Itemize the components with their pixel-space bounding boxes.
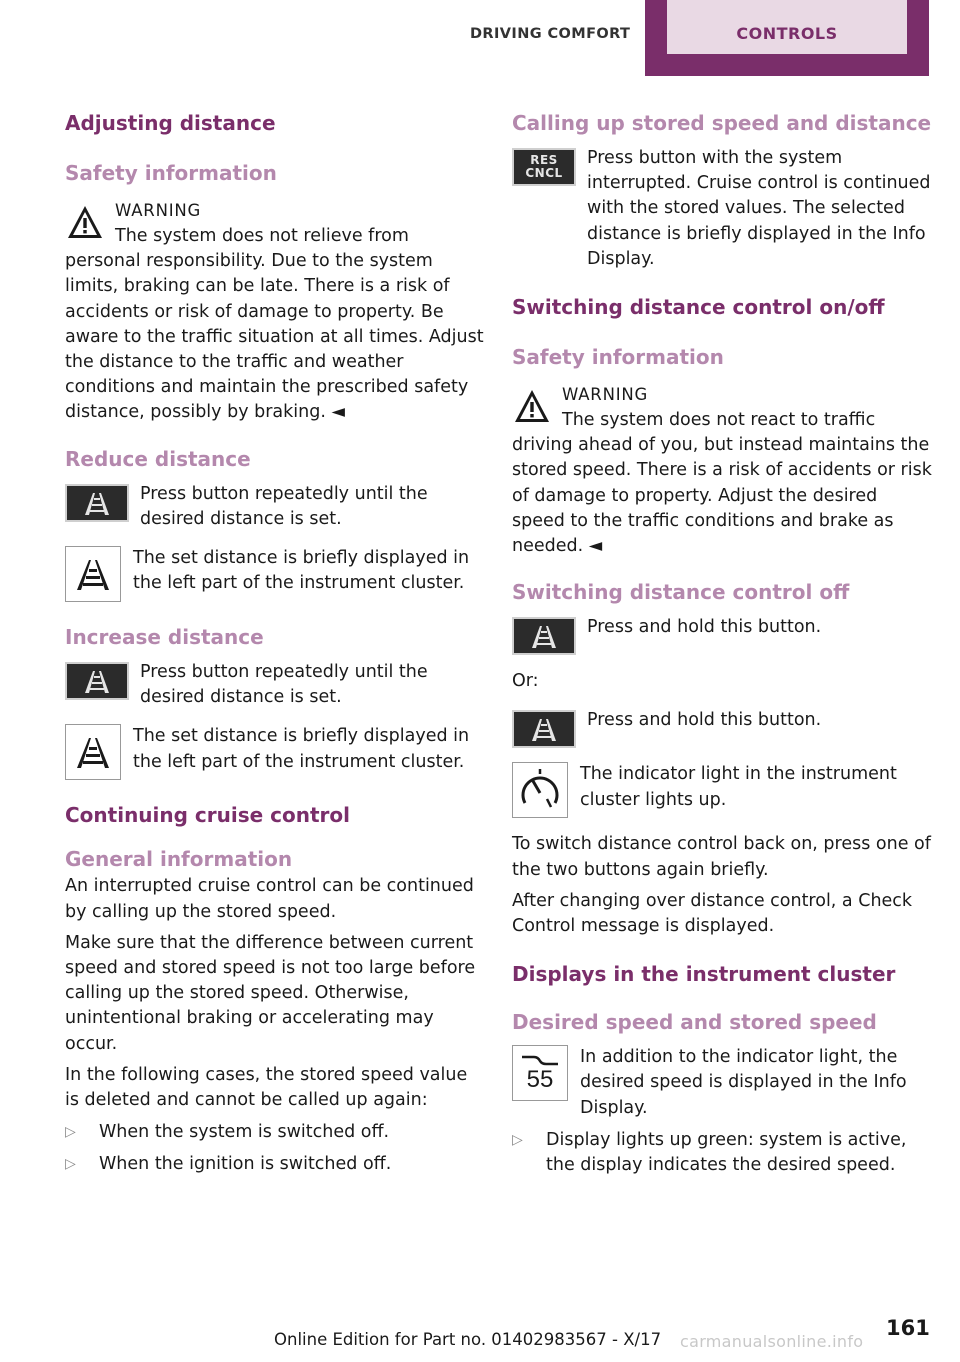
distance-control-icon bbox=[524, 621, 564, 651]
chapter-title: CONTROLS bbox=[736, 24, 838, 43]
calling-text: Press button with the system interrupted. Cruise control is continued with the stored values. The selected distance is briefly displayed in the Info Display. bbox=[587, 148, 931, 269]
distance-bars-icon bbox=[71, 552, 115, 596]
distance-button-image bbox=[512, 617, 576, 655]
heading-switching-off: Switching distance control off bbox=[512, 580, 850, 605]
warning-block-right bbox=[512, 380, 932, 559]
heading-adjusting-distance: Adjusting distance bbox=[65, 111, 276, 135]
distance-button-image bbox=[512, 710, 576, 748]
res-cncl-row bbox=[512, 146, 932, 272]
reduce-display-text: The set distance is briefly displayed in the left part of the instrument cluster. bbox=[133, 548, 470, 594]
desired-speed-value: 55 bbox=[526, 1066, 554, 1094]
warning-triangle-icon bbox=[512, 386, 552, 426]
increase-display-row bbox=[65, 724, 485, 780]
res-label: RES bbox=[530, 153, 558, 167]
back-on-text: To switch distance control back on, press one of the two buttons again briefly. bbox=[512, 834, 931, 880]
desired-speed-row bbox=[512, 1045, 932, 1121]
distance-button-image bbox=[65, 662, 129, 700]
header-section-title: DRIVING COMFORT bbox=[470, 26, 631, 42]
heading-safety-information-right: Safety information bbox=[512, 345, 724, 370]
right-column bbox=[512, 108, 932, 1178]
heading-desired-speed: Desired speed and stored speed bbox=[512, 1010, 877, 1035]
list-item-text: When the ignition is switched off. bbox=[99, 1154, 392, 1175]
warning-text: The system does not relieve from personal responsibility. Due to the system limits, braking can be late. There is a risk of accidents or risk of damage to property. Be aware to the traffic situation at all times. Adjust the distance to the traffic and weather conditions and maintain the prescribed safety distance, possibly by braking. ◄ bbox=[65, 226, 484, 423]
list-item bbox=[65, 1120, 485, 1145]
list-item bbox=[512, 1128, 932, 1178]
watermark: carmanualsonline.info bbox=[680, 1332, 864, 1351]
warning-text-right: The system does not react to traffic driving ahead of you, but instead maintains the stored speed. There is a risk of accidents or risk of damage to property. Adjust the desired speed to the traffic conditions and brake as needed. ◄ bbox=[512, 410, 932, 557]
hold-text-2: Press and hold this button. bbox=[587, 710, 822, 731]
warning-triangle-icon bbox=[65, 202, 105, 242]
heading-calling-up-stored-speed: Calling up stored speed and distance bbox=[512, 111, 932, 135]
reduce-press-text: Press button repeatedly until the desired distance is set. bbox=[140, 483, 428, 529]
cruise-indicator-image bbox=[512, 762, 568, 818]
display-states-list bbox=[512, 1128, 932, 1178]
heading-safety-information: Safety information bbox=[65, 161, 277, 185]
hold-row-1 bbox=[512, 615, 932, 655]
general-paragraph-2: Make sure that the difference between current speed and stored speed is not too large before calling up the stored speed. Otherwise, unintentional braking or accelerating may occur. bbox=[65, 932, 476, 1054]
list-item-text: Display lights up green: system is active, the display indicates the desired speed. bbox=[546, 1129, 907, 1176]
distance-control-icon bbox=[77, 488, 117, 518]
page-number: 161 bbox=[886, 1316, 930, 1340]
hold-text-1: Press and hold this button. bbox=[587, 617, 822, 638]
heading-general-information: General information bbox=[65, 847, 293, 872]
triangle-bullet-icon: ▷ bbox=[65, 1124, 76, 1141]
triangle-bullet-icon: ▷ bbox=[512, 1131, 523, 1148]
left-column bbox=[65, 108, 485, 1178]
list-item bbox=[65, 1152, 485, 1177]
warning-label: WARNING bbox=[562, 385, 649, 405]
distance-indicator-image bbox=[65, 546, 121, 602]
list-item-text: When the system is switched off. bbox=[99, 1122, 390, 1143]
cncl-label: CNCL bbox=[525, 166, 563, 180]
heading-increase-distance: Increase distance bbox=[65, 625, 264, 650]
indicator-text: The indicator light in the instrument cluster lights up. bbox=[580, 764, 897, 810]
desired-speed-image bbox=[512, 1045, 568, 1101]
reduce-display-row bbox=[65, 546, 485, 602]
hold-row-2 bbox=[512, 708, 932, 748]
triangle-bullet-icon: ▷ bbox=[65, 1156, 76, 1173]
distance-control-icon bbox=[524, 714, 564, 744]
res-cncl-button-image bbox=[512, 148, 576, 186]
or-text: Or: bbox=[512, 671, 539, 692]
general-paragraph-3: In the following cases, the stored speed value is deleted and cannot be called up again: bbox=[65, 1064, 468, 1111]
heading-switching-distance-control: Switching distance control on/off bbox=[512, 295, 885, 320]
increase-display-text: The set distance is briefly displayed in the left part of the instrument cluster. bbox=[133, 726, 470, 772]
reduce-distance-row bbox=[65, 482, 485, 532]
distance-control-icon bbox=[77, 666, 117, 696]
chapter-tab bbox=[645, 0, 929, 76]
general-paragraph-1: An interrupted cruise control can be continued by calling up the stored speed. bbox=[65, 876, 474, 922]
warning-block bbox=[65, 196, 485, 426]
stored-speed-deleted-list bbox=[65, 1120, 485, 1177]
heading-reduce-distance: Reduce distance bbox=[65, 446, 251, 471]
distance-indicator-image bbox=[65, 724, 121, 780]
check-control-text: After changing over distance control, a Check Control message is displayed. bbox=[512, 890, 913, 937]
indicator-row bbox=[512, 762, 932, 818]
edition-footer: Online Edition for Part no. 01402983567 - X/17 bbox=[274, 1330, 662, 1349]
increase-press-text: Press button repeatedly until the desired distance is set. bbox=[140, 662, 428, 708]
increase-distance-row bbox=[65, 660, 485, 710]
speed-marker-icon bbox=[518, 1053, 562, 1067]
warning-label: WARNING bbox=[115, 201, 202, 220]
heading-displays-instrument-cluster: Displays in the instrument cluster bbox=[512, 962, 896, 987]
distance-button-image bbox=[65, 484, 129, 522]
chapter-tab-inner bbox=[667, 0, 907, 54]
speedometer-indicator-icon bbox=[517, 767, 563, 813]
distance-bars-icon bbox=[71, 730, 115, 774]
heading-continuing-cruise-control: Continuing cruise control bbox=[65, 803, 351, 828]
res-cncl-label bbox=[525, 154, 562, 180]
desired-speed-text: In addition to the indicator light, the desired speed is displayed in the Info Display. bbox=[580, 1047, 907, 1118]
